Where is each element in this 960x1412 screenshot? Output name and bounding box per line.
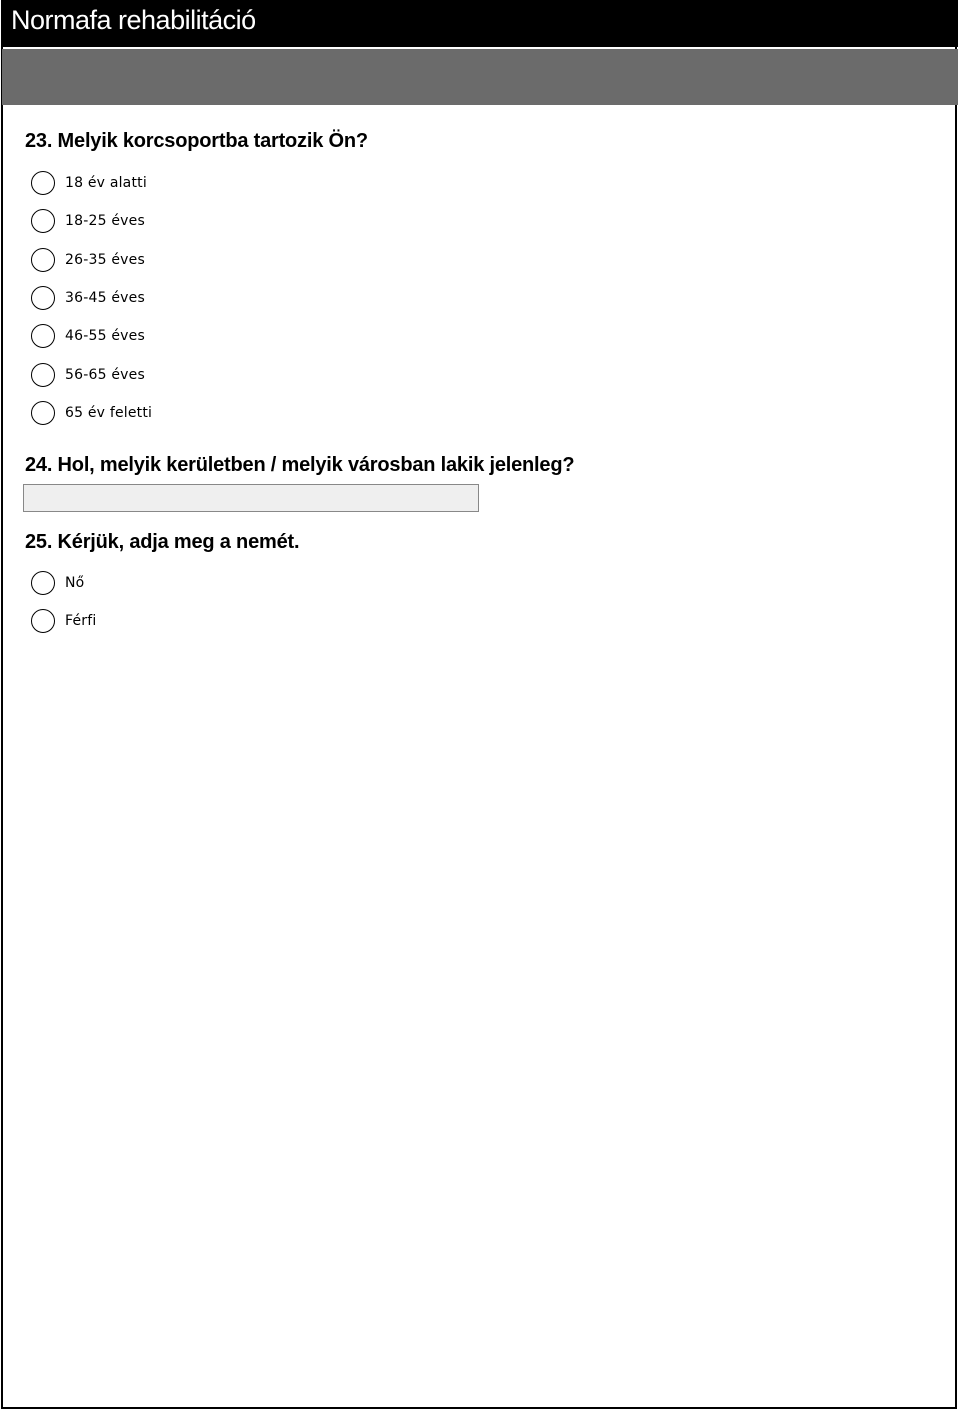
- gender-option-male[interactable]: [31, 607, 96, 635]
- age-option-18-25[interactable]: [31, 207, 145, 235]
- radio-button[interactable]: [31, 286, 55, 310]
- title-bar: [2, 0, 958, 47]
- radio-button[interactable]: [31, 324, 55, 348]
- option-label: 46-55 éves: [65, 328, 145, 344]
- question-25-title: 25. Kérjük, adja meg a nemét.: [25, 531, 300, 553]
- radio-button[interactable]: [31, 363, 55, 387]
- header-band: [2, 49, 958, 105]
- radio-button[interactable]: [31, 571, 55, 595]
- option-label: 36-45 éves: [65, 290, 145, 306]
- radio-button[interactable]: [31, 171, 55, 195]
- option-label: 65 év feletti: [65, 405, 153, 421]
- option-label: 26-35 éves: [65, 252, 145, 268]
- radio-button[interactable]: [31, 248, 55, 272]
- age-option-36-45[interactable]: [31, 284, 145, 312]
- page-title: Normafa rehabilitáció: [11, 5, 256, 35]
- age-option-56-65[interactable]: [31, 361, 145, 389]
- age-option-under-18[interactable]: [31, 169, 147, 197]
- question-23-title: 23. Melyik korcsoportba tartozik Ön?: [25, 130, 368, 152]
- age-option-46-55[interactable]: [31, 322, 145, 350]
- gender-option-female[interactable]: [31, 569, 84, 597]
- age-option-over-65[interactable]: [31, 399, 152, 427]
- option-label: Férfi: [65, 613, 97, 629]
- radio-button[interactable]: [31, 401, 55, 425]
- radio-button[interactable]: [31, 209, 55, 233]
- age-option-26-35[interactable]: [31, 246, 145, 274]
- option-label: 18 év alatti: [65, 175, 147, 191]
- question-24-title: 24. Hol, melyik kerületben / melyik városban lakik jelenleg?: [25, 454, 575, 476]
- option-label: Nő: [65, 575, 85, 591]
- option-label: 56-65 éves: [65, 367, 145, 383]
- radio-button[interactable]: [31, 609, 55, 633]
- residence-input[interactable]: [23, 484, 479, 512]
- option-label: 18-25 éves: [65, 213, 145, 229]
